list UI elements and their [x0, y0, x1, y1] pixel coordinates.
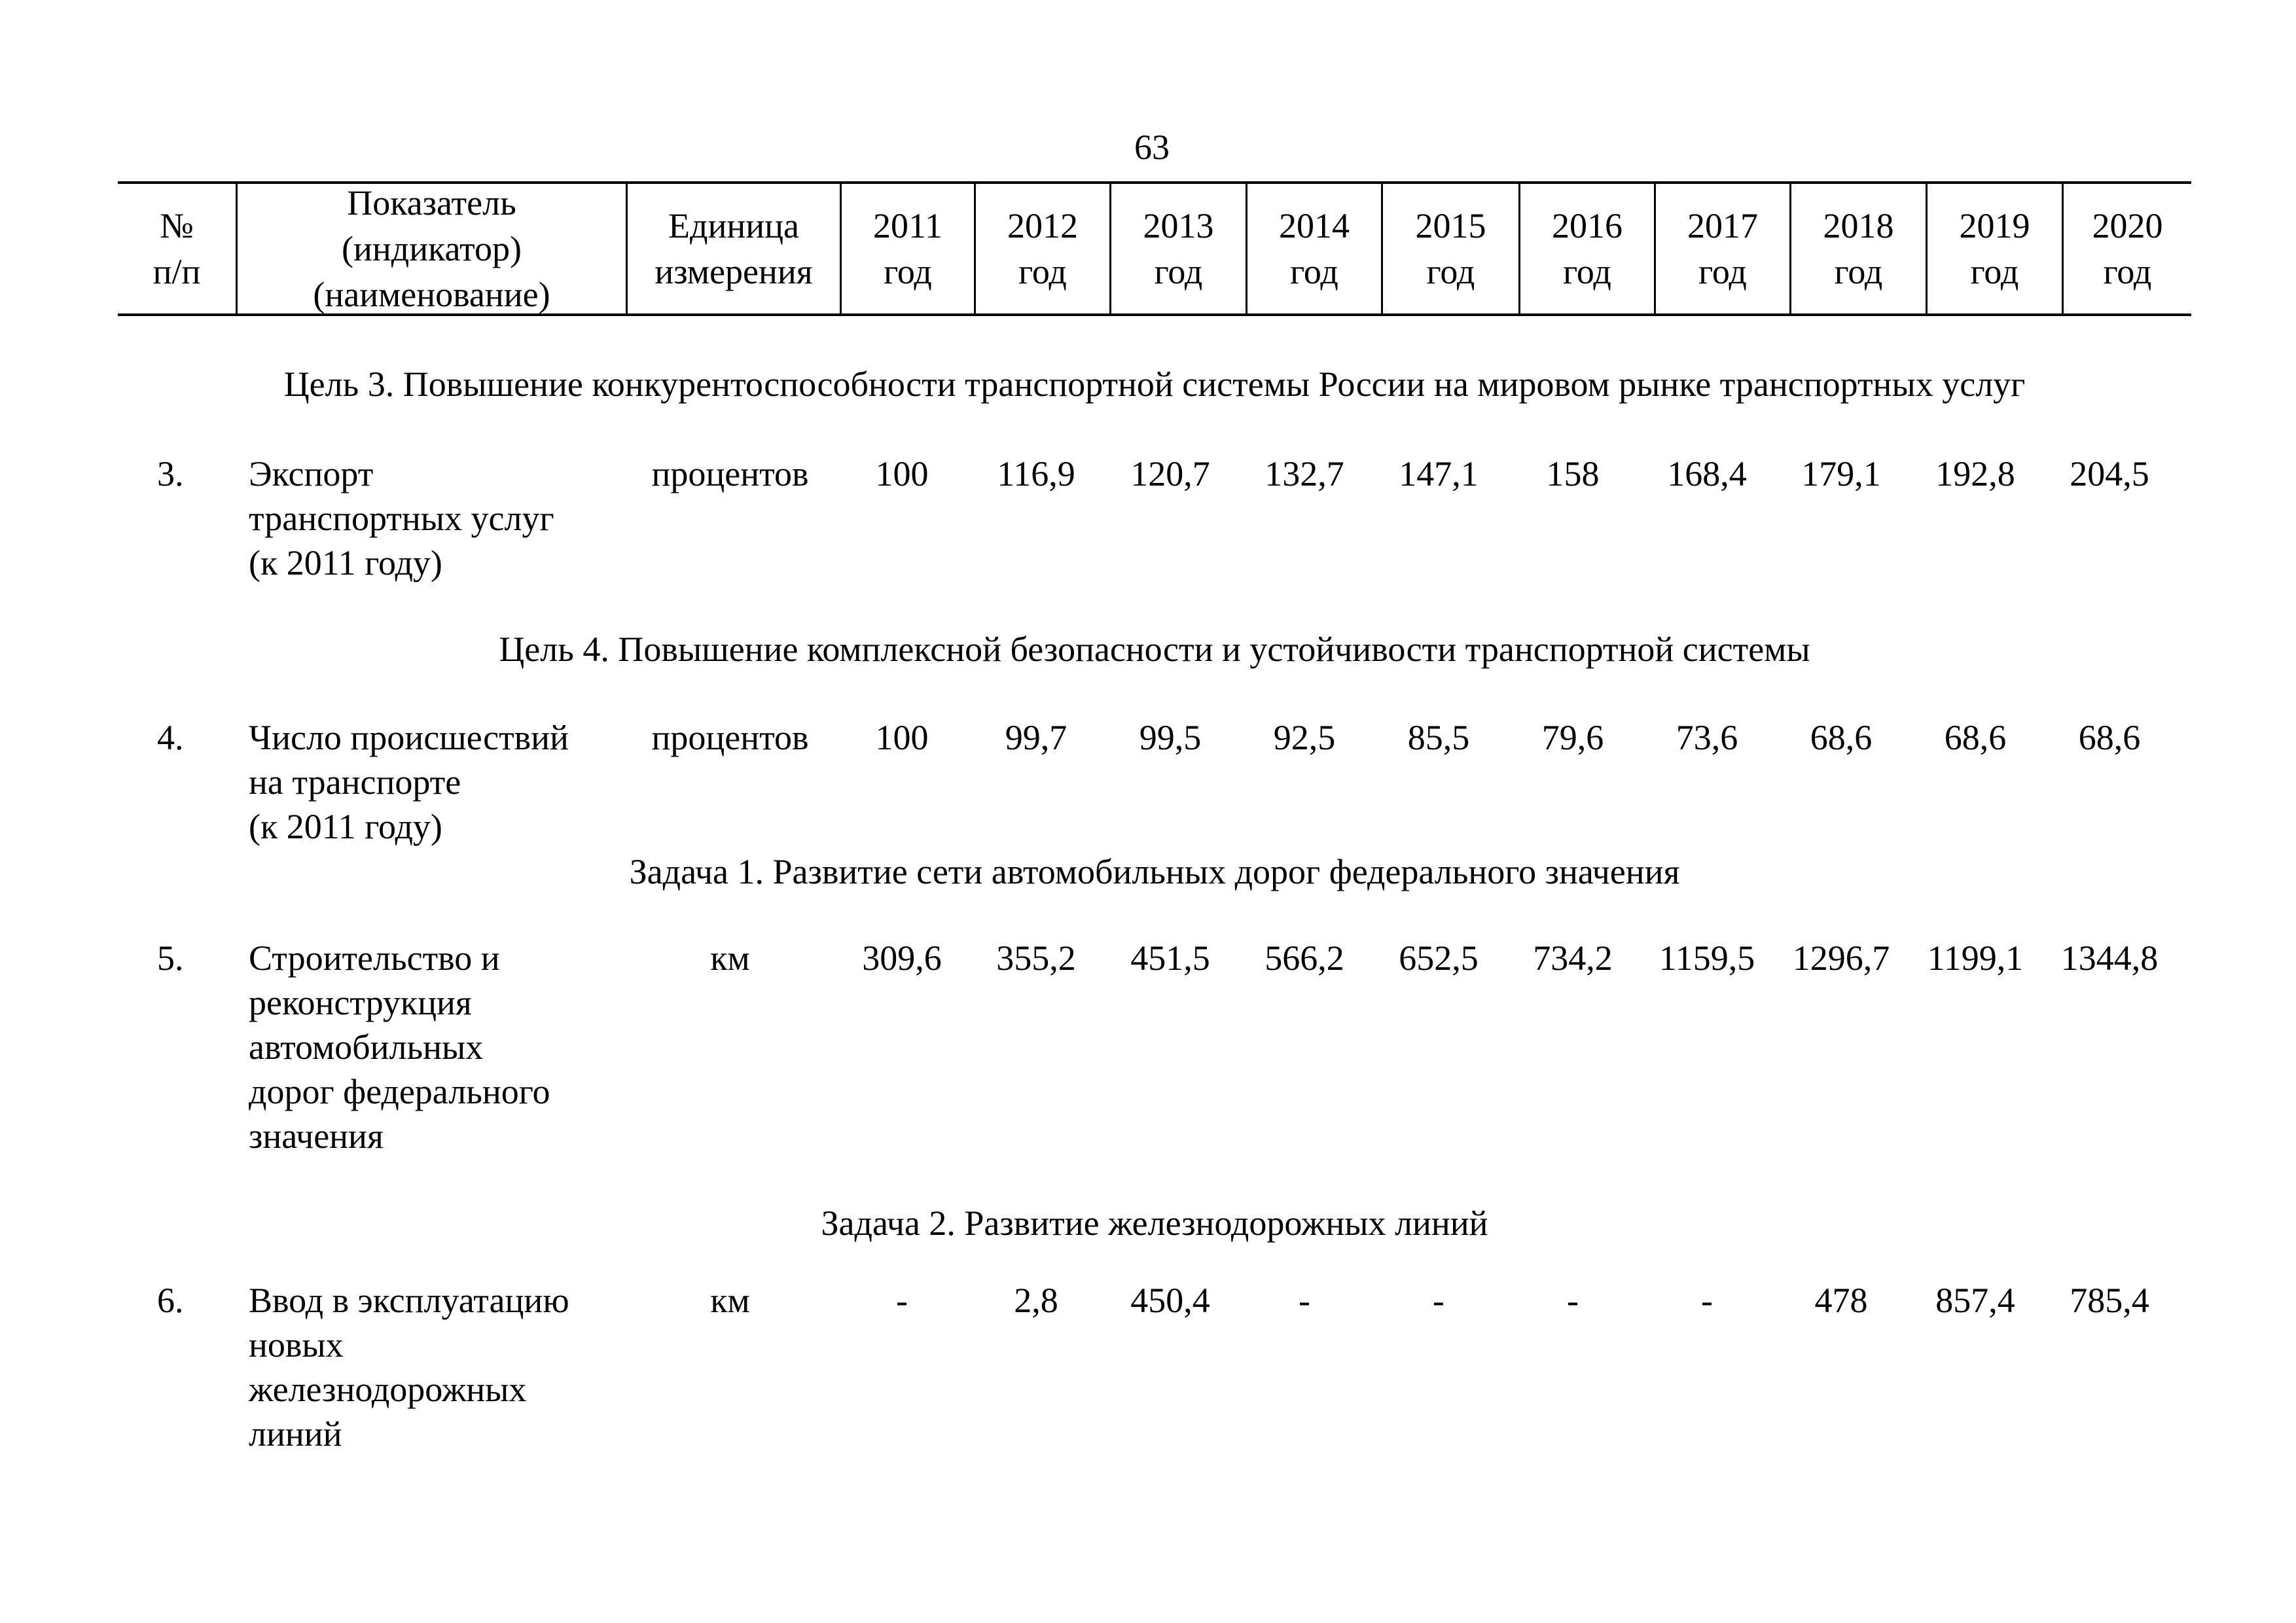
- value-2011: -: [896, 1281, 908, 1320]
- row-indicator-name: Число происшествий на транспорте (к 2011 году): [249, 718, 569, 846]
- value-2013: 451,5: [1130, 938, 1210, 978]
- row-unit: процентов: [651, 718, 809, 757]
- value-2016: 79,6: [1541, 718, 1604, 757]
- value-2016: -: [1567, 1281, 1579, 1320]
- value-2020: 1344,8: [2060, 938, 2159, 978]
- header-unit: Единица измерения: [626, 184, 840, 313]
- row-unit: процентов: [651, 454, 809, 493]
- section-title-task-2: Задача 2. Развитие железнодорожных линий: [821, 1204, 1488, 1243]
- header-year-2013: 2013 год: [1109, 184, 1246, 313]
- row-indicator-name: Экспорт транспортных услуг (к 2011 году): [249, 454, 554, 582]
- value-2013: 450,4: [1130, 1281, 1210, 1320]
- value-2011: 309,6: [862, 938, 942, 978]
- value-2018: 1296,7: [1792, 938, 1890, 978]
- section-title-goal-3: Цель 3. Повышение конкурентоспособности транспортной системы России на мировом рынке транспортных услуг: [283, 365, 2026, 404]
- value-2015: -: [1433, 1281, 1444, 1320]
- value-2014: -: [1299, 1281, 1310, 1320]
- value-2012: 2,8: [1014, 1281, 1058, 1320]
- value-2018: 478: [1814, 1281, 1868, 1320]
- row-number: 5.: [157, 938, 184, 978]
- value-2016: 158: [1546, 454, 1600, 493]
- value-2014: 566,2: [1265, 938, 1344, 978]
- value-2012: 116,9: [997, 454, 1075, 493]
- value-2018: 179,1: [1801, 454, 1881, 493]
- value-2016: 734,2: [1533, 938, 1613, 978]
- header-year-2017: 2017 год: [1654, 184, 1789, 313]
- value-2020: 68,6: [2078, 718, 2141, 757]
- row-unit: км: [710, 938, 750, 978]
- value-2015: 147,1: [1399, 454, 1479, 493]
- section-title-task-1: Задача 1. Развитие сети автомобильных дорог федерального значения: [629, 852, 1680, 891]
- value-2013: 120,7: [1130, 454, 1210, 493]
- value-2017: 1159,5: [1659, 938, 1755, 978]
- header-year-2014: 2014 год: [1246, 184, 1381, 313]
- value-2020: 204,5: [2070, 454, 2149, 493]
- value-2012: 355,2: [996, 938, 1076, 978]
- value-2017: -: [1701, 1281, 1713, 1320]
- row-unit: км: [710, 1281, 750, 1320]
- value-2017: 73,6: [1676, 718, 1738, 757]
- row-indicator-name: Строительство и реконструкция автомобильных дорог федерального значения: [249, 938, 550, 1156]
- value-2014: 132,7: [1265, 454, 1344, 493]
- value-2017: 168,4: [1667, 454, 1747, 493]
- header-year-2011: 2011 год: [840, 184, 974, 313]
- value-2020: 785,4: [2070, 1281, 2149, 1320]
- value-2011: 100: [875, 718, 929, 757]
- value-2015: 85,5: [1407, 718, 1470, 757]
- value-2019: 1199,1: [1927, 938, 2024, 978]
- value-2012: 99,7: [1005, 718, 1067, 757]
- section-title-goal-4: Цель 4. Повышение комплексной безопасности и устойчивости транспортной системы: [499, 630, 1810, 669]
- header-year-2020: 2020 год: [2062, 184, 2191, 313]
- value-2011: 100: [875, 454, 929, 493]
- header-year-2018: 2018 год: [1789, 184, 1926, 313]
- row-indicator-name: Ввод в эксплуатацию новых железнодорожных линий: [249, 1281, 569, 1454]
- value-2013: 99,5: [1139, 718, 1202, 757]
- row-number: 4.: [157, 718, 184, 757]
- header-year-2019: 2019 год: [1926, 184, 2062, 313]
- value-2014: 92,5: [1273, 718, 1336, 757]
- value-2015: 652,5: [1399, 938, 1479, 978]
- value-2018: 68,6: [1810, 718, 1873, 757]
- page-number: 63: [1134, 128, 1170, 167]
- table-header: [118, 181, 2191, 316]
- header-year-2015: 2015 год: [1381, 184, 1518, 313]
- header-indicator: Показатель (индикатор) (наименование): [236, 184, 626, 313]
- value-2019: 192,8: [1935, 454, 2015, 493]
- header-num: № п/п: [152, 206, 201, 291]
- row-number: 3.: [157, 454, 184, 493]
- header-year-2016: 2016 год: [1518, 184, 1654, 313]
- value-2019: 68,6: [1944, 718, 2007, 757]
- value-2019: 857,4: [1935, 1281, 2015, 1320]
- row-number: 6.: [157, 1281, 184, 1320]
- header-year-2012: 2012 год: [974, 184, 1109, 313]
